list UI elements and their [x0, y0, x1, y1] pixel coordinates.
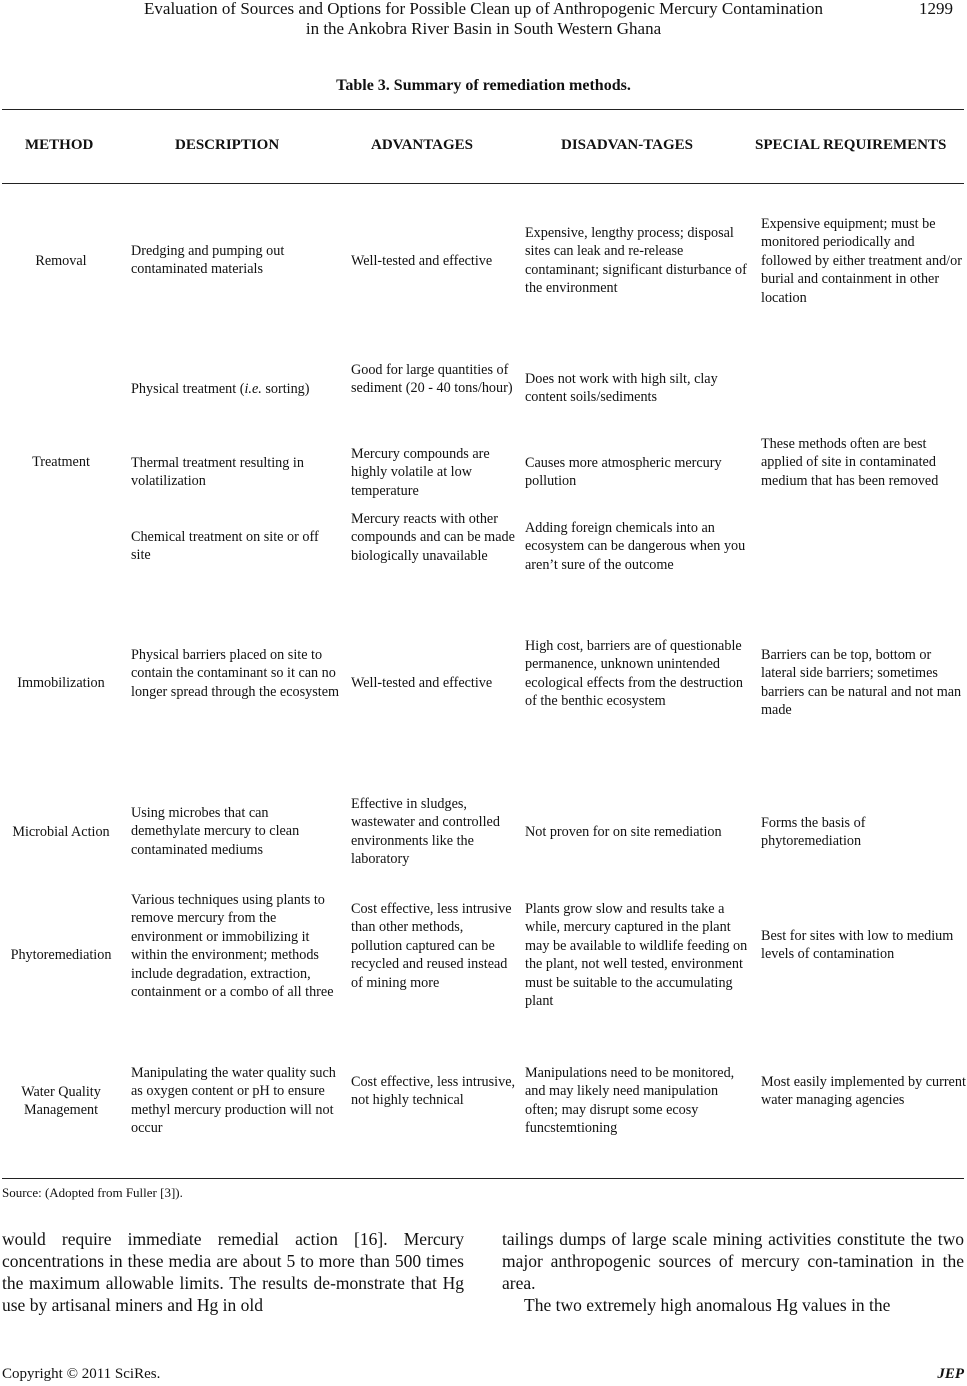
header-description: DESCRIPTION: [175, 137, 280, 153]
row-phyto-requirements: Best for sites with low to medium levels of contamination: [761, 928, 954, 963]
physical-description-ie: i.e.: [244, 381, 262, 397]
row-water-description: Manipulating the water quality such as oxygen content or pH to ensure methyl mercury production will not occur: [131, 1065, 336, 1137]
row-removal-disadvantages: Expensive, lengthy process; disposal sites can leak and re-release contaminant; significant disturbance of the environment: [525, 225, 747, 297]
row-removal-description: Dredging and pumping out contaminated materials: [131, 243, 285, 278]
row-phyto-disadvantages: Plants grow slow and results take a while, mercury captured in the plant may be available to wildlife feeding on the plant, not well tested, environment must be suitable to the accumulating plant: [525, 901, 748, 1010]
row-removal-requirements: Expensive equipment; must be monitored periodically and followed by either treatment and/or burial and containment in other location: [761, 216, 962, 306]
body-right-paragraph-2: The two extremely high anomalous Hg values in the: [524, 1295, 891, 1315]
running-head-title: [0, 0, 967, 39]
table-header-rule: [2, 183, 964, 184]
header-special-requirements: SPECIAL REQUIREMENTS: [755, 137, 947, 153]
physical-description-prefix: Physical treatment (: [131, 381, 245, 397]
page-number: 1299: [919, 0, 953, 18]
footer-journal: JEP: [937, 1366, 964, 1382]
row-treatment-thermal-disadvantages: Causes more atmospheric mercury pollution: [525, 455, 722, 490]
row-microbial-method: Microbial Action: [12, 824, 110, 840]
body-left-column: [2, 1228, 464, 1316]
row-treatment-thermal-advantages: Mercury compounds are highly volatile at low temperature: [351, 446, 490, 499]
running-head-line2: in the Ankobra River Basin in South Western Ghana: [305, 19, 662, 38]
table-caption: Table 3. Summary of remediation methods.: [336, 77, 631, 94]
row-water-disadvantages: Manipulations need to be monitored, and may likely need manipulation often; may disrupt some ecosy funcstemtioning: [525, 1065, 735, 1137]
row-treatment-chemical-description: Chemical treatment on site or off site: [131, 529, 319, 564]
row-phyto-description: Various techniques using plants to remove mercury from the environment or immobilizing it within the environment; methods include degradation, extraction, containment or a combo of all three: [131, 892, 334, 1001]
row-phyto-method: Phytoremediation: [10, 947, 112, 963]
running-head-line1: Evaluation of Sources and Options for Possible Clean up of Anthropogenic Mercury Contamination: [144, 0, 823, 18]
header-advantages: ADVANTAGES: [371, 137, 473, 153]
footer-copyright: Copyright © 2011 SciRes.: [2, 1366, 161, 1382]
body-right-paragraph-1: tailings dumps of large scale mining activities constitute the two major anthropogenic sources of mercury con-tamination in the area.: [502, 1229, 964, 1293]
row-removal-method: Removal: [35, 253, 87, 269]
body-right-column: [502, 1228, 964, 1316]
row-removal-advantages: Well-tested and effective: [351, 253, 493, 269]
row-treatment-physical-disadvantages: Does not work with high silt, clay content soils/sediments: [525, 371, 718, 406]
row-treatment-thermal-description: Thermal treatment resulting in volatilization: [131, 455, 304, 490]
row-treatment-physical-description: [131, 380, 341, 398]
body-left-paragraph: would require immediate remedial action [16]. Mercury concentrations in these media are about 5 to more than 500 times the maximum allowable limits. The results de-monstrate that Hg use by artisanal miners and Hg in old: [2, 1229, 464, 1315]
row-treatment-physical-advantages: Good for large quantities of sediment (20 - 40 tons/hour): [351, 362, 513, 397]
row-water-advantages: Cost effective, less intrusive, not highly technical: [351, 1074, 516, 1109]
table-source-note: Source: (Adopted from Fuller [3]).: [2, 1185, 183, 1200]
row-microbial-disadvantages: Not proven for on site remediation: [525, 824, 722, 840]
row-microbial-advantages: Effective in sludges, wastewater and controlled environments like the laboratory: [351, 796, 500, 868]
row-water-method: Water Quality Management: [21, 1084, 101, 1119]
row-treatment-requirements: These methods often are best applied of site in contaminated medium that has been removed: [761, 436, 939, 489]
row-immobilization-description: Physical barriers placed on site to contain the contaminant so it can no longer spread through the ecosystem: [131, 647, 340, 700]
row-treatment-chemical-disadvantages: Adding foreign chemicals into an ecosystem can be dangerous when you aren’t sure of the outcome: [525, 520, 746, 573]
table-top-rule: [2, 109, 964, 110]
row-water-requirements: Most easily implemented by current water managing agencies: [761, 1074, 966, 1109]
physical-description-suffix: sorting): [261, 381, 310, 397]
row-immobilization-method: Immobilization: [17, 675, 105, 691]
header-disadvantages: DISADVAN-TAGES: [561, 137, 693, 153]
running-head: [0, 0, 967, 40]
row-immobilization-disadvantages: High cost, barriers are of questionable permanence, unknown unintended ecological effects from the destruction of the benthic ecosystem: [525, 638, 743, 710]
table-header-row: [0, 137, 967, 159]
row-treatment-method: Treatment: [32, 454, 90, 470]
table-bottom-rule: [2, 1178, 964, 1179]
row-treatment-chemical-advantages: Mercury reacts with other compounds and can be made biologically unavailable: [351, 511, 515, 564]
header-method: METHOD: [25, 137, 94, 153]
row-immobilization-requirements: Barriers can be top, bottom or lateral side barriers; sometimes barriers can be natural and not man made: [761, 647, 962, 719]
row-microbial-description: Using microbes that can demethylate mercury to clean contaminated mediums: [131, 805, 300, 858]
row-microbial-requirements: Forms the basis of phytoremediation: [761, 815, 866, 850]
row-phyto-advantages: Cost effective, less intrusive than other methods, pollution captured can be recycled and reused instead of mining more: [351, 901, 512, 991]
row-immobilization-advantages: Well-tested and effective: [351, 675, 493, 691]
